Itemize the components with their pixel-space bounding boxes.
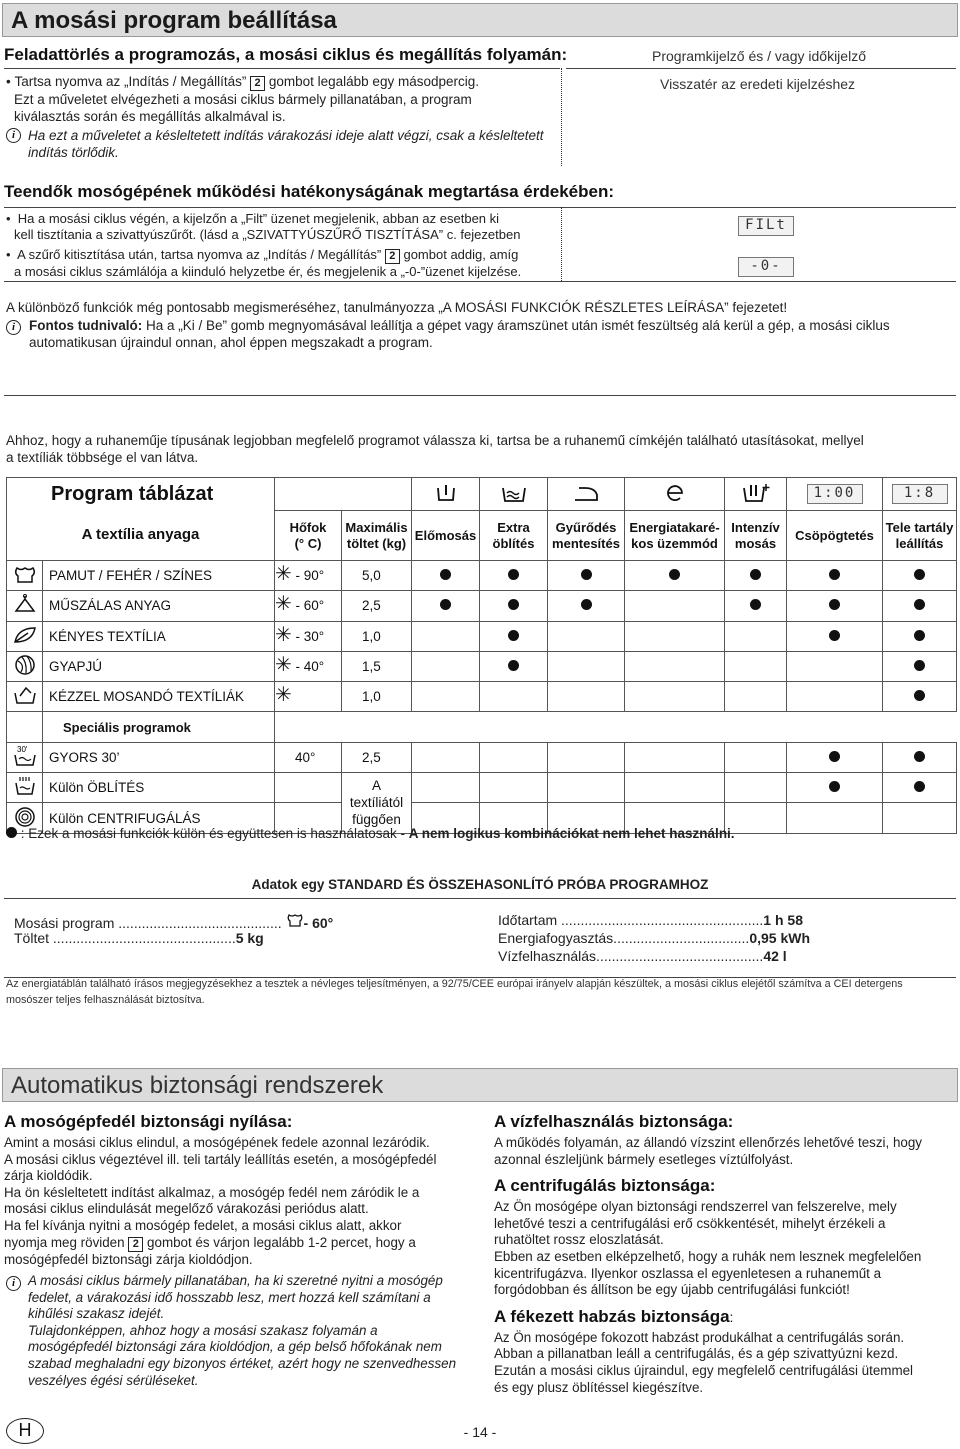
- col-temp: Hőfok (° C): [275, 511, 342, 561]
- divider: [4, 281, 956, 282]
- country-badge: H: [6, 1418, 44, 1444]
- key-2-icon: 2: [385, 249, 400, 264]
- efficiency-heading: Teendők mosógépének működési hatékonyságának megtartása érdekében:: [4, 182, 615, 201]
- dot-icon: [829, 599, 840, 610]
- more-info: A különböző funkciók még pontosabb megismeréséhez, tanulmányozza „A MOSÁSI FUNKCIÓK RÉSZLETES LEÍRÁSA” fejezetet!: [6, 300, 788, 315]
- safety-title: Automatikus biztonsági rendszerek: [11, 1072, 384, 1099]
- dot-icon: [508, 569, 519, 580]
- column-divider: [561, 207, 562, 281]
- page-number: - 14 -: [463, 1424, 497, 1440]
- water-heading: A vízfelhasználás biztonsága:: [494, 1112, 734, 1131]
- lid-p1: Amint a mosási ciklus elindul, a mosógépének fedele azonnal lezáródik.: [4, 1135, 430, 1150]
- table-row: [7, 773, 957, 803]
- row-load: 5,0: [342, 561, 412, 591]
- lid-p3b: mosási ciklus elindulását megelőző várakozási periódus alatt.: [4, 1201, 369, 1217]
- row-name: KÉZZEL MOSANDÓ TEXTÍLIÁK: [43, 682, 275, 712]
- row-temp: ✳: [275, 682, 342, 712]
- important-note-2: automatikusan újraindul onnan, ahol éppen megszakadt a program.: [29, 335, 433, 350]
- col-stop: Tele tartály leállítás: [883, 511, 957, 561]
- row-name: GYAPJÚ: [43, 651, 275, 681]
- safety-right-column: A vízfelhasználás biztonsága: A működés folyamán, az állandó vízszint ellenőrzés lehetővé teszi, hogy azonnal észleljünk bármely esetleges víztúlfolyást. A centrifugálás biztonsága: Az Ön mosógépe olyan biztonsági rendszerrel van felszerelve, mely lehetővé teszi a centrifugálási erő csökkentését, mihelyt érzékeli a ruhatöltet rossz eloszlatását. Ebben az esetben elképzelhető, hogy a ruhák nem lesznek megfelelően kicentrifugázva. Ilyenkor oszlassa el egyenletesen a ruhaneműt a forgódobban és állítson be egy újabb centrifugálási funkciót! A fékezett habzás biztonsága: Az Ön mosógépe fokozott habzást produkálhat a centrifugálás során. Abban a pillanatban leáll a centrifugálás, és a gép szivattyúzni kezd. Ezután a mosási ciklus újraindul, egy megfelelő centrifugálási ütemmel és egy plusz öblítéssel kiegészítve.: [494, 1112, 956, 1396]
- efficiency-bullet-2b: a mosási ciklus számlálója a kiinduló helyzetbe ér, és megjelenik a „-0-”üzenet kijelzése.: [14, 264, 522, 279]
- table-row: [7, 682, 957, 712]
- lcd-time-b: 1:8: [883, 478, 957, 511]
- delete-heading: Feladattörlés a programozás, a mosási ciklus és megállítás folyamán:: [4, 45, 568, 64]
- display-title: Programkijelző és / vagy időkijelző: [652, 48, 866, 64]
- row-name: KÉNYES TEXTÍLIA: [43, 621, 275, 651]
- lcd-time-a: 1:00: [787, 478, 883, 511]
- cotton-icon: [286, 912, 304, 928]
- std-energy: Energiafogyasztás...................................0,95 kWh: [498, 930, 811, 946]
- divider: [4, 68, 560, 69]
- prewash-icon: [412, 478, 480, 511]
- table-legend: : Ezek a mosási funkciók külön és együttesen is használatosak - A nem logikus kombinációkat nem lehet használni.: [6, 826, 735, 841]
- col-load: Maximális töltet (kg): [342, 511, 412, 561]
- std-footnote-2: mosószer teljes felhasználását biztosítva.: [6, 994, 205, 1006]
- iron-icon: [548, 478, 625, 511]
- info-icon: i: [6, 1274, 21, 1291]
- safety-title-bar: [2, 1068, 958, 1102]
- dot-icon: [581, 569, 592, 580]
- delete-bullet: • Tartsa nyomva az „Indítás / Megállítás” 2 gombot legalább egy másodpercig.: [6, 74, 479, 89]
- dot-icon: [829, 630, 840, 641]
- dot-icon: [508, 630, 519, 641]
- table-row: [7, 651, 957, 681]
- spin-heading: A centrifugálás biztonsága:: [494, 1176, 716, 1196]
- intro-line-1: Ahhoz, hogy a ruhaneműje típusának legjobban megfelelő programot válassza ki, tartsa be a ruhanemű címkéjén található utasításokat, mellyel: [6, 433, 864, 448]
- row-temp: ✳ - 40°: [275, 651, 342, 681]
- dot-icon: [914, 660, 925, 671]
- info-icon: i: [6, 126, 21, 143]
- load-note: A textíliától függően: [342, 773, 412, 834]
- info-icon: i: [6, 318, 21, 335]
- dot-icon: [508, 660, 519, 671]
- dot-icon: [914, 751, 925, 762]
- display-text: Visszatér az eredeti kijelzéshez: [660, 76, 856, 92]
- lcd-zero: -0-: [738, 257, 794, 277]
- handwash-icon: [7, 682, 43, 712]
- rinse-icon: [7, 773, 43, 803]
- dot-icon: [750, 599, 761, 610]
- quick30-icon: [7, 742, 43, 772]
- dot-icon: [581, 599, 592, 610]
- efficiency-bullet-1b: kell tisztítania a szivattyúszűrőt. (lásd a „SZIVATTYÚSZŰRŐ TISZTÍTÁSA” c. fejezetben: [14, 227, 521, 242]
- delete-line2: Ezt a műveletet elvégezheti a mosási ciklus bármely pillanatában, a program: [14, 92, 472, 107]
- intro-line-2: a textíliák többsége el van látva.: [6, 450, 199, 465]
- delete-note1: Ha ezt a műveletet a késleltetett indítás várakozási ideje alatt végzi, csak a késleltetett: [28, 128, 544, 143]
- row-load: 2,5: [342, 591, 412, 621]
- delicate-icon: [7, 621, 43, 651]
- row-temp: 40°: [275, 742, 342, 772]
- lid-heading: A mosógépfedél biztonsági nyílása:: [4, 1112, 293, 1131]
- col-prewash: Előmosás: [412, 511, 480, 561]
- efficiency-bullet-1: • Ha a mosási ciklus végén, a kijelzőn a „Filt” üzenet megjelenik, abban az esetben ki: [6, 211, 500, 226]
- std-program: Mosási program .......................................... - 60°: [14, 912, 333, 931]
- standard-title: Adatok egy STANDARD ÉS ÖSSZEHASONLÍTÓ PRÓBA PROGRAMHOZ: [251, 877, 709, 892]
- important-note: Fontos tudnivaló: Ha a „Ki / Be” gomb megnyomásával leállítja a gépet vagy áramszünet után ismét feszültség alá kerül a gép, a mosási ciklus: [29, 318, 890, 333]
- dot-icon: [829, 569, 840, 580]
- dot-icon: [750, 569, 761, 580]
- dot-icon: [440, 599, 451, 610]
- dot-icon: [914, 690, 925, 701]
- lid-p4b: nyomja meg röviden 2 gombot és várjon legalább 1-2 percet, hogy a: [4, 1234, 416, 1250]
- table-row: [7, 742, 957, 772]
- special-programs-label: Speciális programok: [43, 712, 275, 742]
- extra-rinse-icon: [480, 478, 548, 511]
- delete-line3: kiválasztás során és megállítás alkalmával is.: [14, 109, 286, 124]
- page-title-bar: [2, 3, 958, 37]
- std-footnote-1: Az energiatáblán található írásos megjegyzésekhez a tesztek a névleges teljesítményen, a 92/75/CEE európai irányelv alapján készültek, a mosási ciklus elejétől számítva a CEI detergens: [6, 978, 903, 990]
- col-rinse: Extra öblítés: [480, 511, 548, 561]
- row-load: 2,5: [342, 742, 412, 772]
- std-time: Időtartam ....................................................1 h 58: [498, 912, 803, 928]
- lid-p3a: Ha ön késleltetett indítást alkalmaz, a mosógép fedél nem záródik le a: [4, 1184, 420, 1200]
- delete-note2: indítás törlődik.: [28, 145, 119, 160]
- row-temp: ✳ - 30°: [275, 621, 342, 651]
- lid-p2a: A mosási ciklus végeztével ill. teli tartály leállítás esetén, a mosógépfedél: [4, 1151, 437, 1167]
- std-water: Vízfelhasználás...........................................42 l: [498, 948, 787, 964]
- lid-p4c: mosógépfedél biztonsági zárja kioldódjon.: [4, 1251, 253, 1267]
- row-name: Külön CENTRIFUGÁLÁS: [43, 803, 275, 833]
- svg-text:30': 30': [16, 744, 27, 754]
- key-2-icon: 2: [250, 76, 265, 91]
- page-title: A mosási program beállítása: [11, 7, 337, 34]
- col-intensive: Intenzív mosás: [725, 511, 787, 561]
- divider: [566, 68, 956, 69]
- row-name: GYORS 30’: [43, 742, 275, 772]
- row-temp: ✳ - 60°: [275, 591, 342, 621]
- dot-icon: [914, 781, 925, 792]
- row-load: 1,0: [342, 682, 412, 712]
- row-name: PAMUT / FEHÉR / SZÍNES: [43, 561, 275, 591]
- row-load: 1,0: [342, 621, 412, 651]
- std-load: Töltet ...............................................5 kg: [14, 930, 264, 946]
- row-name: Külön ÖBLÍTÉS: [43, 773, 275, 803]
- lid-column: [4, 1112, 474, 1268]
- eco-icon: [625, 478, 725, 511]
- row-load: 1,5: [342, 651, 412, 681]
- dot-icon: [440, 569, 451, 580]
- col-textile: A textília anyaga: [7, 511, 275, 561]
- dot-icon: [829, 781, 840, 792]
- lcd-filt: FILt: [738, 216, 794, 236]
- dot-icon: [669, 569, 680, 580]
- lid-note: A mosási ciklus bármely pillanatában, ha ki szeretné nyitni a mosógép fedelet, a várakozási idő hosszabb lesz, mert hozzá kell számítani a kihűlési szakasz idejét. Tulajdonképpen, ahhoz hogy a mosási szakasz folyamán a mosógépfedél biztonsági zára kioldódjon, a gép belső hőfokának nem szabad meghaladni egy bizonyos értéket, azért hogy ne szenvedhessen veszélyes égési sérüléseket.: [28, 1273, 457, 1388]
- dot-icon: [914, 630, 925, 641]
- table-row: [7, 561, 957, 591]
- brake-heading: A fékezett habzás biztonsága:: [494, 1306, 734, 1326]
- column-divider: [561, 68, 562, 166]
- synthetic-icon: [7, 591, 43, 621]
- divider: [4, 395, 956, 396]
- wool-icon: [7, 651, 43, 681]
- table-title: Program táblázat: [7, 478, 275, 511]
- lid-p4a: Ha fel kívánja nyitni a mosógép fedelet, a mosási ciklus alatt, akkor: [4, 1217, 402, 1233]
- table-row: [7, 621, 957, 651]
- dot-icon: [829, 751, 840, 762]
- cotton-icon: [7, 561, 43, 591]
- col-eco: Energiatakaré- kos üzemmód: [625, 511, 725, 561]
- lid-p2b: zárja kioldódik.: [4, 1168, 93, 1184]
- dot-icon: [914, 569, 925, 580]
- row-temp: ✳ - 90°: [275, 561, 342, 591]
- table-row: [7, 591, 957, 621]
- dot-icon: [6, 827, 17, 838]
- divider: [4, 207, 956, 208]
- dot-icon: [508, 599, 519, 610]
- efficiency-bullet-2: • A szűrő kitisztítása után, tartsa nyomva az „Indítás / Megállítás” 2 gombot addig, amíg: [6, 247, 519, 262]
- key-2-icon: 2: [128, 1237, 143, 1252]
- program-table: [6, 477, 957, 834]
- dot-icon: [914, 599, 925, 610]
- col-crease: Gyűrődés mentesítés: [548, 511, 625, 561]
- row-name: MŰSZÁLAS ANYAG: [43, 591, 275, 621]
- intensive-icon: [725, 478, 787, 511]
- col-drip: Csöpögtetés: [787, 511, 883, 561]
